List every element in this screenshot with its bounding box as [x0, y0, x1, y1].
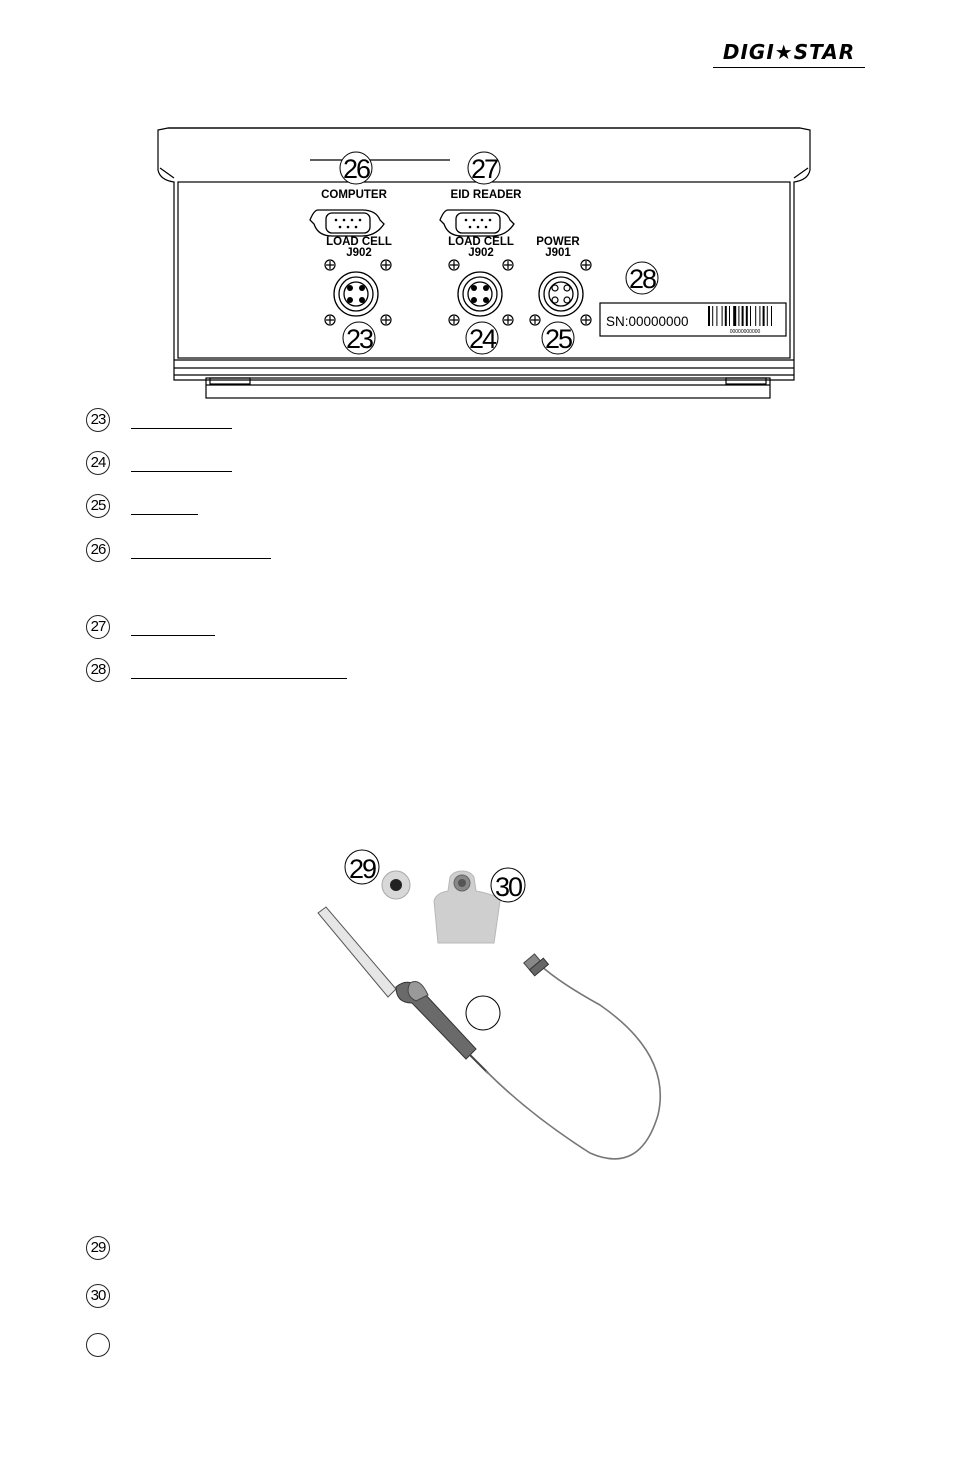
computer-label: COMPUTER [321, 189, 387, 201]
legend-number: 30 [86, 1284, 110, 1308]
callout-26: 26 [342, 154, 370, 184]
callout-28: 28 [628, 264, 656, 294]
eid-probe-diagram [300, 835, 680, 1165]
indicator-back-panel-diagram [150, 120, 830, 405]
panel-ear-tag [434, 871, 500, 943]
barcode-number: 00000000000 [729, 329, 761, 335]
load-cell-2-code: J902 [468, 247, 494, 259]
legend-blank-line [131, 558, 271, 559]
power-port [539, 272, 583, 316]
load-cell-2-label: LOAD CELL [448, 236, 514, 248]
callout-24: 24 [468, 324, 496, 354]
power-label: POWER [536, 236, 580, 248]
legend-blank-line [131, 514, 198, 515]
legend-number: 26 [86, 538, 110, 562]
callout-30: 30 [494, 872, 522, 902]
legend-number: 29 [86, 1236, 110, 1260]
digistar-logo [713, 40, 865, 70]
logo-text: DIGI★STAR [722, 40, 856, 64]
load-cell-1-code: J902 [346, 247, 372, 259]
legend-blank-line [131, 471, 232, 472]
legend-number: 24 [86, 451, 110, 475]
legend-blank-line [131, 635, 215, 636]
eid-reader-port [440, 210, 514, 236]
computer-port [310, 210, 384, 236]
load-cell-1-port [334, 272, 378, 316]
load-cell-2-port [458, 272, 502, 316]
cable-connector [524, 954, 549, 976]
power-code: J901 [545, 247, 571, 259]
legend-blank-line [131, 678, 347, 679]
legend-number: 27 [86, 615, 110, 639]
callout-29: 29 [348, 854, 376, 884]
probe-cable [486, 965, 660, 1159]
callout-25: 25 [544, 324, 572, 354]
callout-27: 27 [470, 154, 498, 184]
load-cell-1-label: LOAD CELL [326, 236, 392, 248]
legend-number: 23 [86, 408, 110, 432]
logo-underline [713, 67, 865, 68]
button-tag [382, 871, 410, 899]
legend-number [86, 1333, 110, 1357]
legend-number: 28 [86, 658, 110, 682]
legend-blank-line [131, 428, 232, 429]
eid-reader-label: EID READER [450, 189, 522, 201]
serial-number-text: SN:00000000 [606, 314, 689, 329]
legend-number: 25 [86, 494, 110, 518]
callout-23: 23 [345, 324, 373, 354]
